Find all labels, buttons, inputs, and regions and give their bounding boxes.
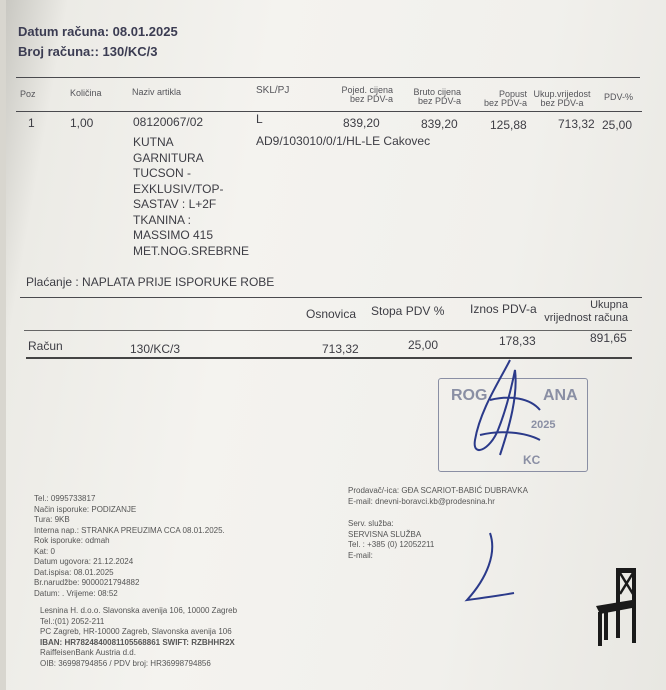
footer-tura: Tura: 9KB bbox=[34, 515, 70, 524]
col-bruto-line1: Bruto cijena bbox=[413, 87, 461, 97]
stamp-text-4: KC bbox=[523, 453, 541, 467]
col-bruto-line2: bez PDV-a bbox=[417, 96, 461, 106]
sum-col-ukupna bbox=[540, 299, 628, 325]
chair-logo-icon bbox=[594, 566, 640, 648]
footer-nacin: Način isporuke: PODIZANJE bbox=[34, 504, 137, 514]
signature bbox=[440, 340, 570, 470]
footer-email: E-mail: dnevni-boravci.kb@prodesnina.hr bbox=[348, 496, 495, 506]
col-pojed-line2: bez PDV-a bbox=[349, 94, 393, 104]
sum-iznos: 178,33 bbox=[499, 334, 536, 348]
desc-line: GARNITURA bbox=[133, 150, 204, 165]
desc-line: SASTAV : L+2F bbox=[133, 197, 217, 211]
col-popust bbox=[482, 90, 527, 108]
footer-serv: Serv. služba: bbox=[348, 519, 394, 528]
col-pdv: PDV-% bbox=[604, 92, 634, 102]
payment-method: Plaćanje : NAPLATA PRIJE ISPORUKE ROBE bbox=[26, 275, 275, 289]
col-skl: SKL/PJ bbox=[256, 85, 290, 96]
col-ukupna bbox=[531, 90, 593, 108]
desc-line: MET.NOG.SREBRNE bbox=[133, 243, 250, 258]
desc-line: MASSIMO 415 bbox=[133, 228, 214, 242]
desc-line: TUCSON - bbox=[133, 166, 191, 180]
desc-line: EXKLUSIV/TOP- bbox=[133, 181, 224, 196]
table-header-rule bbox=[16, 111, 642, 112]
sum-col-stopa: Stopa PDV % bbox=[371, 304, 445, 318]
desc-line: TKANINA : bbox=[133, 212, 192, 227]
footer-rok: Rok isporuke: odmah bbox=[34, 536, 110, 545]
row-bruto: 839,20 bbox=[421, 117, 458, 131]
invoice-number: Broj računa:: 130/KC/3 bbox=[18, 44, 158, 59]
footer-prodavac: Prodavač/-ica: GĐA SCARIOT-BABIĆ DUBRAVKA bbox=[348, 486, 528, 495]
col-popust-line2: bez PDV-a bbox=[483, 98, 527, 108]
col-ukupna-line2: bez PDV-a bbox=[540, 98, 584, 108]
row-description bbox=[133, 135, 249, 259]
row-poz: 1 bbox=[28, 116, 35, 130]
company-iban: IBAN: HR7824840081105568861 SWIFT: RZBHHR2X bbox=[40, 637, 235, 647]
desc-line: KUTNA bbox=[133, 135, 174, 149]
footer-vrijeme: Datum: . Vrijeme: 08:52 bbox=[34, 588, 118, 598]
row-pojed: 839,20 bbox=[343, 116, 380, 130]
company-oib: OIB: 36998794856 / PDV broj: HR36998794856 bbox=[40, 658, 211, 668]
sum-ukupna: 891,65 bbox=[590, 331, 627, 345]
footer-servisna: SERVISNA SLUŽBA bbox=[348, 529, 422, 539]
company-bank: RaiffeisenBank Austria d.d. bbox=[40, 648, 136, 657]
stamp-text-3: 2025 bbox=[531, 419, 556, 431]
footer-left bbox=[34, 494, 225, 599]
row-ukupna: 713,32 bbox=[558, 117, 595, 131]
blank-area-mark bbox=[452, 528, 522, 608]
company-address: Lesnina H. d.o.o. Slavonska avenija 106, 10000 Zagreb bbox=[40, 606, 238, 615]
footer-ugovor: Datum ugovora: 21.12.2024 bbox=[34, 557, 134, 566]
sum-number: 130/KC/3 bbox=[130, 342, 181, 356]
payment-rule bbox=[20, 297, 642, 298]
row-location: AD9/103010/0/1/HL-LE Cakovec bbox=[256, 134, 431, 148]
col-ukupna-line1: Ukup.vrijedost bbox=[533, 89, 591, 99]
footer-serv-tel: Tel. : +385 (0) 12052211 bbox=[348, 540, 435, 549]
row-code: 08120067/02 bbox=[133, 115, 204, 129]
footer-tel: Tel.: 0995733817 bbox=[34, 494, 96, 503]
sum-col-iznos: Iznos PDV-a bbox=[470, 302, 537, 316]
footer-interna: Interna nap.: STRANKA PREUZIMA CCA 08.01.2025. bbox=[34, 525, 225, 535]
footer-narudzbe: Br.narudžbe: 9000021794882 bbox=[34, 578, 140, 587]
footer-ispis: Dat.ispisa: 08.01.2025 bbox=[34, 567, 114, 577]
col-bruto bbox=[408, 88, 461, 106]
footer-serv-email: E-mail: bbox=[348, 550, 373, 560]
row-kolicina: 1,00 bbox=[70, 116, 94, 130]
company-info bbox=[40, 606, 237, 669]
sum-col-osnovica: Osnovica bbox=[306, 307, 357, 321]
col-kolicina: Količina bbox=[70, 88, 102, 98]
row-skl: L bbox=[256, 112, 263, 126]
company-pc: PC Zagreb, HR-10000 Zagreb, Slavonska avenija 106 bbox=[40, 627, 232, 636]
col-pojed bbox=[340, 86, 393, 104]
col-poz: Poz bbox=[20, 89, 36, 99]
row-popust: 125,88 bbox=[490, 118, 527, 132]
sum-col-ukupna-line2: vrijednost računa bbox=[544, 312, 628, 324]
col-naziv: Naziv artikla bbox=[132, 87, 182, 97]
sum-label: Račun bbox=[28, 339, 63, 353]
stamp-text-1: ROG bbox=[451, 387, 488, 404]
col-pojed-line1: Pojed. cijena bbox=[341, 85, 393, 95]
invoice-date: Datum računa: 08.01.2025 bbox=[18, 24, 178, 39]
footer-kat: Kat: 0 bbox=[34, 546, 55, 556]
col-popust-line1: Popust bbox=[498, 89, 527, 99]
stamp-text-2: ANA bbox=[543, 387, 578, 404]
sum-stopa: 25,00 bbox=[408, 338, 439, 352]
row-pdv: 25,00 bbox=[602, 118, 633, 132]
table-top-rule bbox=[16, 77, 640, 78]
summary-header-rule bbox=[24, 330, 632, 331]
sum-osnovica: 713,32 bbox=[322, 342, 359, 356]
sum-col-ukupna-line1: Ukupna bbox=[590, 299, 628, 311]
company-tel: Tel.:(01) 2052-211 bbox=[40, 616, 105, 626]
